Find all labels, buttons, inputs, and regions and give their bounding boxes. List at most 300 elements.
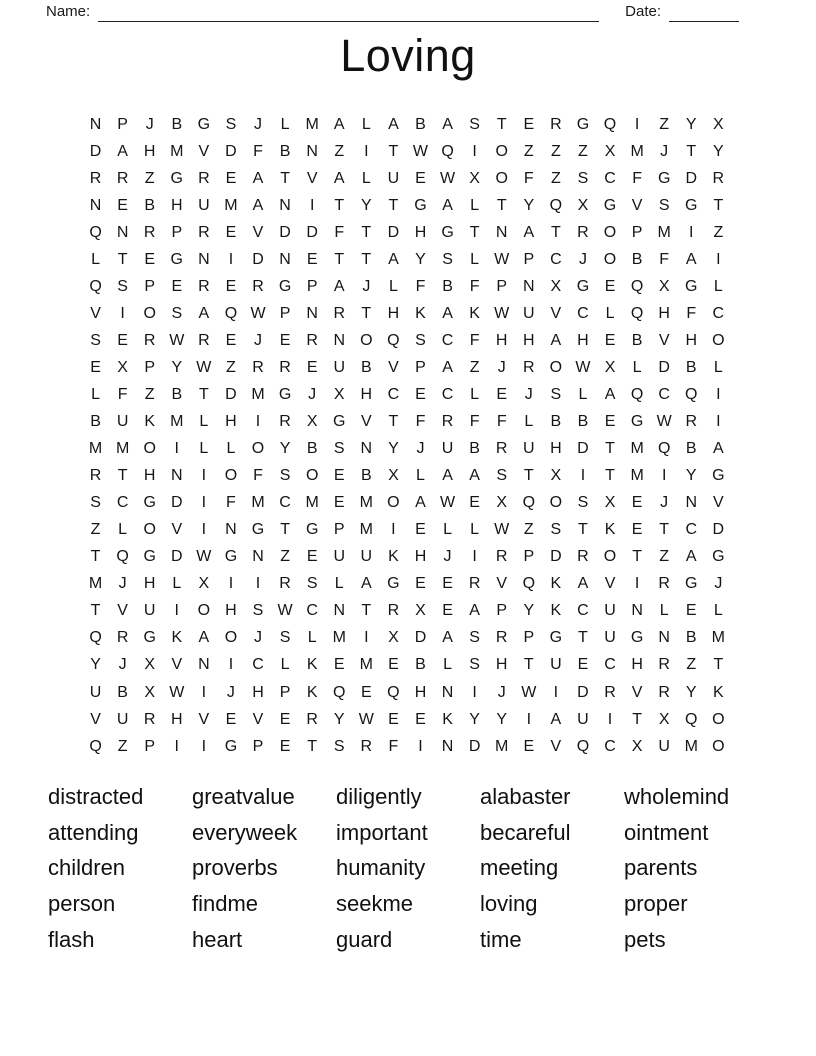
grid-letter: F <box>523 169 534 187</box>
grid-letter: R <box>577 548 589 566</box>
grid-letter: R <box>387 602 400 620</box>
grid-letter: K <box>144 413 156 431</box>
grid-letter: J <box>578 250 587 268</box>
grid-letter: P <box>144 277 156 295</box>
grid-letter: H <box>225 413 237 431</box>
grid-letter: J <box>254 629 262 647</box>
grid-letter: D <box>577 440 589 458</box>
grid-letter: X <box>144 683 156 701</box>
grid-letter: L <box>199 413 209 431</box>
grid-letter: A <box>577 575 589 593</box>
grid-letter: U <box>577 710 589 728</box>
grid-letter: D <box>89 142 102 160</box>
grid-row <box>82 138 732 165</box>
grid-letter: F <box>469 413 480 431</box>
grid-letter: B <box>685 629 697 647</box>
grid-letter: T <box>605 467 615 485</box>
grid-letter: E <box>225 331 237 349</box>
grid-letter: L <box>388 277 398 295</box>
grid-letter: G <box>143 494 156 512</box>
grid-letter: W <box>494 521 510 539</box>
grid-letter: D <box>550 548 562 566</box>
grid-letter: Q <box>603 115 617 133</box>
name-label: Name: <box>46 3 91 20</box>
grid-letter: J <box>254 331 262 349</box>
grid-letter: W <box>494 250 510 268</box>
word-item: person <box>48 890 116 916</box>
grid-letter: N <box>252 548 264 566</box>
grid-letter: G <box>278 385 292 403</box>
grid-letter: Z <box>523 521 534 539</box>
grid-letter: F <box>469 277 480 295</box>
grid-letter: E <box>388 656 399 674</box>
grid-letter: Z <box>659 115 670 133</box>
grid-letter: G <box>170 250 183 268</box>
grid-letter: T <box>469 223 480 241</box>
grid-letter: E <box>225 169 237 187</box>
grid-letter: R <box>252 277 264 295</box>
grid-letter: V <box>198 710 210 728</box>
grid-letter: U <box>550 656 562 674</box>
grid-letter: R <box>279 358 291 376</box>
grid-letter: I <box>309 196 315 214</box>
grid-letter: L <box>361 169 371 187</box>
grid-letter: A <box>442 304 453 322</box>
grid-letter: L <box>524 413 534 431</box>
grid-letter: N <box>225 521 237 539</box>
grid-letter: Z <box>713 223 724 241</box>
grid-letter: Q <box>387 331 400 349</box>
grid-letter: E <box>333 494 345 512</box>
grid-letter: M <box>170 413 184 431</box>
grid-letter: N <box>170 467 183 485</box>
grid-letter: M <box>88 575 103 593</box>
grid-letter: B <box>279 142 291 160</box>
grid-letter: J <box>524 385 533 403</box>
grid-letter: E <box>225 710 237 728</box>
grid-letter: E <box>333 656 345 674</box>
grid-letter: G <box>414 196 427 214</box>
grid-letter: V <box>198 142 210 160</box>
grid-letter: K <box>306 656 318 674</box>
grid-letter: S <box>577 494 589 512</box>
grid-row <box>82 436 732 463</box>
grid-letter: F <box>117 385 128 403</box>
grid-letter: F <box>226 494 236 512</box>
grid-row <box>82 354 732 381</box>
grid-letter: T <box>713 656 724 674</box>
grid-letter: H <box>360 385 373 403</box>
grid-letter: N <box>333 602 346 620</box>
grid-letter: L <box>443 521 452 539</box>
grid-letter: M <box>224 196 238 214</box>
grid-letter: X <box>713 115 724 133</box>
grid-letter: A <box>442 196 453 214</box>
grid-letter: Y <box>171 358 183 376</box>
grid-letter: A <box>550 331 562 349</box>
grid-letter: B <box>685 358 697 376</box>
grid-letter: L <box>470 196 480 214</box>
grid-letter: M <box>657 223 671 241</box>
grid-letter: O <box>549 358 563 376</box>
grid-letter: W <box>358 710 374 728</box>
grid-letter: Q <box>630 304 644 322</box>
grid-letter: P <box>496 602 508 620</box>
grid-letter: N <box>495 223 508 241</box>
grid-letter: J <box>660 142 669 160</box>
grid-letter: O <box>197 602 211 620</box>
grid-letter: V <box>252 223 264 241</box>
grid-letter: D <box>225 385 237 403</box>
grid-letter: X <box>306 413 318 431</box>
grid-letter: N <box>360 440 373 458</box>
grid-letter: L <box>605 304 615 322</box>
word-item: humanity <box>336 855 426 881</box>
grid-letter: H <box>685 331 698 349</box>
grid-letter: X <box>550 277 562 295</box>
grid-letter: D <box>387 223 400 241</box>
grid-letter: R <box>495 629 508 647</box>
grid-letter: G <box>685 277 698 295</box>
grid-letter: E <box>442 575 453 593</box>
grid-letter: E <box>496 385 508 403</box>
grid-letter: O <box>143 304 156 322</box>
grid-letter: O <box>495 169 508 187</box>
grid-row <box>82 273 732 300</box>
grid-letter: E <box>279 737 291 755</box>
grid-letter: I <box>553 683 559 701</box>
grid-letter: R <box>577 223 589 241</box>
grid-letter: I <box>201 467 207 485</box>
word-item: time <box>480 926 522 952</box>
grid-letter: I <box>634 575 640 593</box>
date-label: Date: <box>625 3 661 20</box>
grid-letter: R <box>495 548 508 566</box>
grid-letter: Y <box>523 602 535 620</box>
grid-letter: P <box>279 683 291 701</box>
name-fill-line <box>98 5 599 22</box>
grid-letter: J <box>714 575 723 593</box>
grid-letter: Z <box>469 358 480 376</box>
grid-letter: I <box>607 710 613 728</box>
grid-letter: T <box>90 602 101 620</box>
grid-letter: Z <box>90 521 101 539</box>
grid-letter: E <box>415 385 426 403</box>
grid-letter: U <box>116 710 129 728</box>
grid-letter: S <box>306 575 318 593</box>
grid-letter: E <box>306 548 318 566</box>
grid-letter: L <box>713 277 723 295</box>
grid-letter: G <box>170 169 183 187</box>
grid-letter: H <box>225 602 237 620</box>
grid-letter: I <box>716 250 721 268</box>
grid-letter: T <box>632 710 642 728</box>
grid-letter: E <box>117 331 128 349</box>
grid-letter: P <box>496 277 508 295</box>
grid-letter: A <box>117 142 128 160</box>
grid-letter: Z <box>334 142 345 160</box>
grid-letter: R <box>143 710 156 728</box>
grid-letter: L <box>713 602 723 620</box>
grid-letter: B <box>685 440 697 458</box>
grid-letter: L <box>199 440 209 458</box>
grid-letter: Y <box>333 710 345 728</box>
grid-letter: U <box>333 358 346 376</box>
grid-letter: V <box>496 575 508 593</box>
grid-letter: Z <box>144 169 155 187</box>
grid-letter: W <box>521 683 537 701</box>
grid-letter: V <box>360 413 372 431</box>
grid-letter: B <box>415 656 426 674</box>
grid-letter: V <box>90 710 101 728</box>
grid-letter: T <box>578 521 588 539</box>
word-item: diligently <box>336 783 422 809</box>
grid-letter: C <box>577 602 589 620</box>
word-item: distracted <box>48 783 144 809</box>
grid-letter: B <box>360 358 372 376</box>
grid-letter: D <box>577 683 589 701</box>
grid-letter: B <box>90 413 101 431</box>
grid-letter: R <box>658 683 670 701</box>
grid-letter: O <box>549 494 563 512</box>
grid-letter: T <box>388 142 399 160</box>
grid-letter: I <box>201 737 207 755</box>
worksheet-header <box>46 0 739 22</box>
grid-letter: E <box>523 115 535 133</box>
grid-letter: K <box>469 304 480 322</box>
grid-row <box>82 111 732 138</box>
grid-letter: Z <box>117 737 128 755</box>
grid-letter: R <box>685 413 698 431</box>
grid-letter: D <box>685 169 698 187</box>
grid-letter: C <box>306 602 318 620</box>
grid-letter: K <box>713 683 724 701</box>
grid-letter: T <box>361 602 372 620</box>
grid-row <box>82 490 732 517</box>
grid-letter: B <box>360 467 372 485</box>
grid-letter: I <box>418 737 423 755</box>
grid-letter: S <box>90 494 101 512</box>
grid-letter: S <box>550 521 562 539</box>
grid-letter: H <box>658 304 670 322</box>
grid-letter: V <box>631 196 643 214</box>
word-item: children <box>48 855 126 881</box>
grid-letter: D <box>712 521 725 539</box>
grid-letter: K <box>171 629 183 647</box>
grid-letter: U <box>604 602 616 620</box>
grid-letter: B <box>171 385 183 403</box>
grid-letter: M <box>359 494 373 512</box>
grid-letter: P <box>117 115 128 133</box>
grid-letter: T <box>632 548 642 566</box>
grid-letter: K <box>550 602 562 620</box>
grid-letter: T <box>361 250 372 268</box>
grid-letter: S <box>252 602 264 620</box>
grid-letter: B <box>631 331 643 349</box>
grid-letter: M <box>684 737 698 755</box>
grid-letter: C <box>279 494 291 512</box>
grid-letter: M <box>711 629 725 647</box>
grid-letter: Q <box>387 683 400 701</box>
grid-letter: Q <box>116 548 129 566</box>
grid-letter: I <box>201 494 207 512</box>
grid-letter: T <box>496 196 507 214</box>
grid-letter: C <box>577 304 589 322</box>
grid-letter: S <box>279 629 291 647</box>
grid-letter: R <box>252 358 264 376</box>
word-item: findme <box>192 890 259 916</box>
grid-letter: T <box>713 196 724 214</box>
grid-letter: R <box>523 358 535 376</box>
grid-letter: M <box>88 440 103 458</box>
grid-letter: X <box>469 169 480 187</box>
grid-letter: Q <box>89 277 102 295</box>
grid-letter: I <box>228 575 234 593</box>
grid-letter: X <box>198 575 210 593</box>
grid-letter: U <box>387 169 400 187</box>
grid-letter: J <box>118 575 127 593</box>
grid-letter: Q <box>224 304 238 322</box>
grid-letter: S <box>550 385 562 403</box>
grid-letter: Y <box>685 683 697 701</box>
grid-letter: Y <box>523 196 535 214</box>
grid-letter: F <box>253 142 263 160</box>
grid-letter: I <box>472 683 477 701</box>
grid-letter: V <box>713 494 724 512</box>
grid-letter: V <box>550 304 562 322</box>
grid-letter: E <box>604 331 616 349</box>
grid-letter: H <box>631 656 643 674</box>
grid-letter: J <box>443 548 452 566</box>
grid-letter: O <box>305 467 319 485</box>
grid-letter: Q <box>685 385 698 403</box>
grid-letter: M <box>115 440 130 458</box>
grid-letter: Z <box>226 358 236 376</box>
grid-letter: L <box>470 521 480 539</box>
grid-letter: E <box>306 250 318 268</box>
grid-letter: A <box>685 250 697 268</box>
grid-letter: G <box>224 548 238 566</box>
grid-letter: I <box>716 385 721 403</box>
grid-letter: Q <box>576 737 590 755</box>
grid-letter: K <box>442 710 453 728</box>
grid-letter: G <box>685 196 698 214</box>
grid-row <box>82 219 732 246</box>
grid-letter: A <box>198 304 210 322</box>
grid-letter: Q <box>549 196 563 214</box>
grid-letter: R <box>306 331 318 349</box>
word-item: meeting <box>480 855 559 881</box>
word-item: important <box>336 819 428 845</box>
grid-letter: M <box>359 521 373 539</box>
grid-letter: X <box>604 358 616 376</box>
grid-letter: E <box>604 413 616 431</box>
grid-letter: I <box>120 304 125 322</box>
grid-letter: H <box>387 304 400 322</box>
grid-letter: Q <box>89 737 102 755</box>
grid-letter: O <box>224 467 238 485</box>
grid-letter: Y <box>685 467 697 485</box>
grid-letter: X <box>496 494 508 512</box>
grid-letter: C <box>604 737 616 755</box>
grid-letter: C <box>658 385 670 403</box>
grid-letter: Z <box>550 142 561 160</box>
grid-letter: W <box>277 602 293 620</box>
grid-letter: C <box>252 656 264 674</box>
grid-letter: R <box>143 223 156 241</box>
grid-letter: W <box>494 304 510 322</box>
grid-letter: S <box>90 331 101 349</box>
grid-letter: V <box>171 521 183 539</box>
grid-letter: U <box>360 548 373 566</box>
grid-letter: R <box>89 169 102 187</box>
grid-row <box>82 598 732 625</box>
word-item: pets <box>624 926 666 952</box>
grid-letter: Y <box>713 142 724 160</box>
grid-row <box>82 300 732 327</box>
grid-letter: O <box>603 548 617 566</box>
grid-letter: O <box>387 494 400 512</box>
grid-letter: Q <box>89 223 102 241</box>
grid-letter: Y <box>415 250 426 268</box>
grid-letter: I <box>526 710 532 728</box>
grid-letter: V <box>171 656 183 674</box>
grid-letter: I <box>472 548 477 566</box>
word-item: wholemind <box>624 783 730 809</box>
grid-letter: X <box>631 737 643 755</box>
grid-letter: H <box>495 331 508 349</box>
grid-letter: S <box>117 277 128 295</box>
grid-letter: Q <box>685 710 698 728</box>
grid-letter: B <box>144 196 156 214</box>
grid-letter: V <box>306 169 318 187</box>
grid-letter: B <box>306 440 318 458</box>
word-list <box>48 779 768 957</box>
word-item: attending <box>48 819 139 845</box>
grid-letter: R <box>550 115 562 133</box>
grid-letter: B <box>577 413 589 431</box>
grid-letter: N <box>306 304 318 322</box>
grid-letter: D <box>279 223 291 241</box>
grid-letter: J <box>416 440 425 458</box>
grid-letter: S <box>225 115 237 133</box>
grid-letter: G <box>197 115 211 133</box>
grid-letter: D <box>306 223 318 241</box>
grid-letter: A <box>442 467 453 485</box>
grid-letter: E <box>415 575 426 593</box>
word-item: alabaster <box>480 783 571 809</box>
word-item: proper <box>624 890 688 916</box>
grid-letter: I <box>661 467 667 485</box>
grid-letter: W <box>250 304 266 322</box>
grid-letter: E <box>442 602 453 620</box>
grid-letter: H <box>414 223 427 241</box>
grid-letter: G <box>278 277 292 295</box>
grid-letter: U <box>604 629 616 647</box>
grid-letter: A <box>333 115 345 133</box>
grid-letter: A <box>442 115 453 133</box>
word-item: becareful <box>480 819 571 845</box>
grid-letter: M <box>305 494 319 512</box>
grid-letter: E <box>360 683 372 701</box>
grid-letter: G <box>305 521 319 539</box>
grid-letter: N <box>198 250 210 268</box>
grid-letter: Q <box>630 385 644 403</box>
grid-letter: A <box>469 602 480 620</box>
grid-letter: L <box>470 385 480 403</box>
grid-letter: G <box>712 548 725 566</box>
grid-letter: T <box>334 196 345 214</box>
